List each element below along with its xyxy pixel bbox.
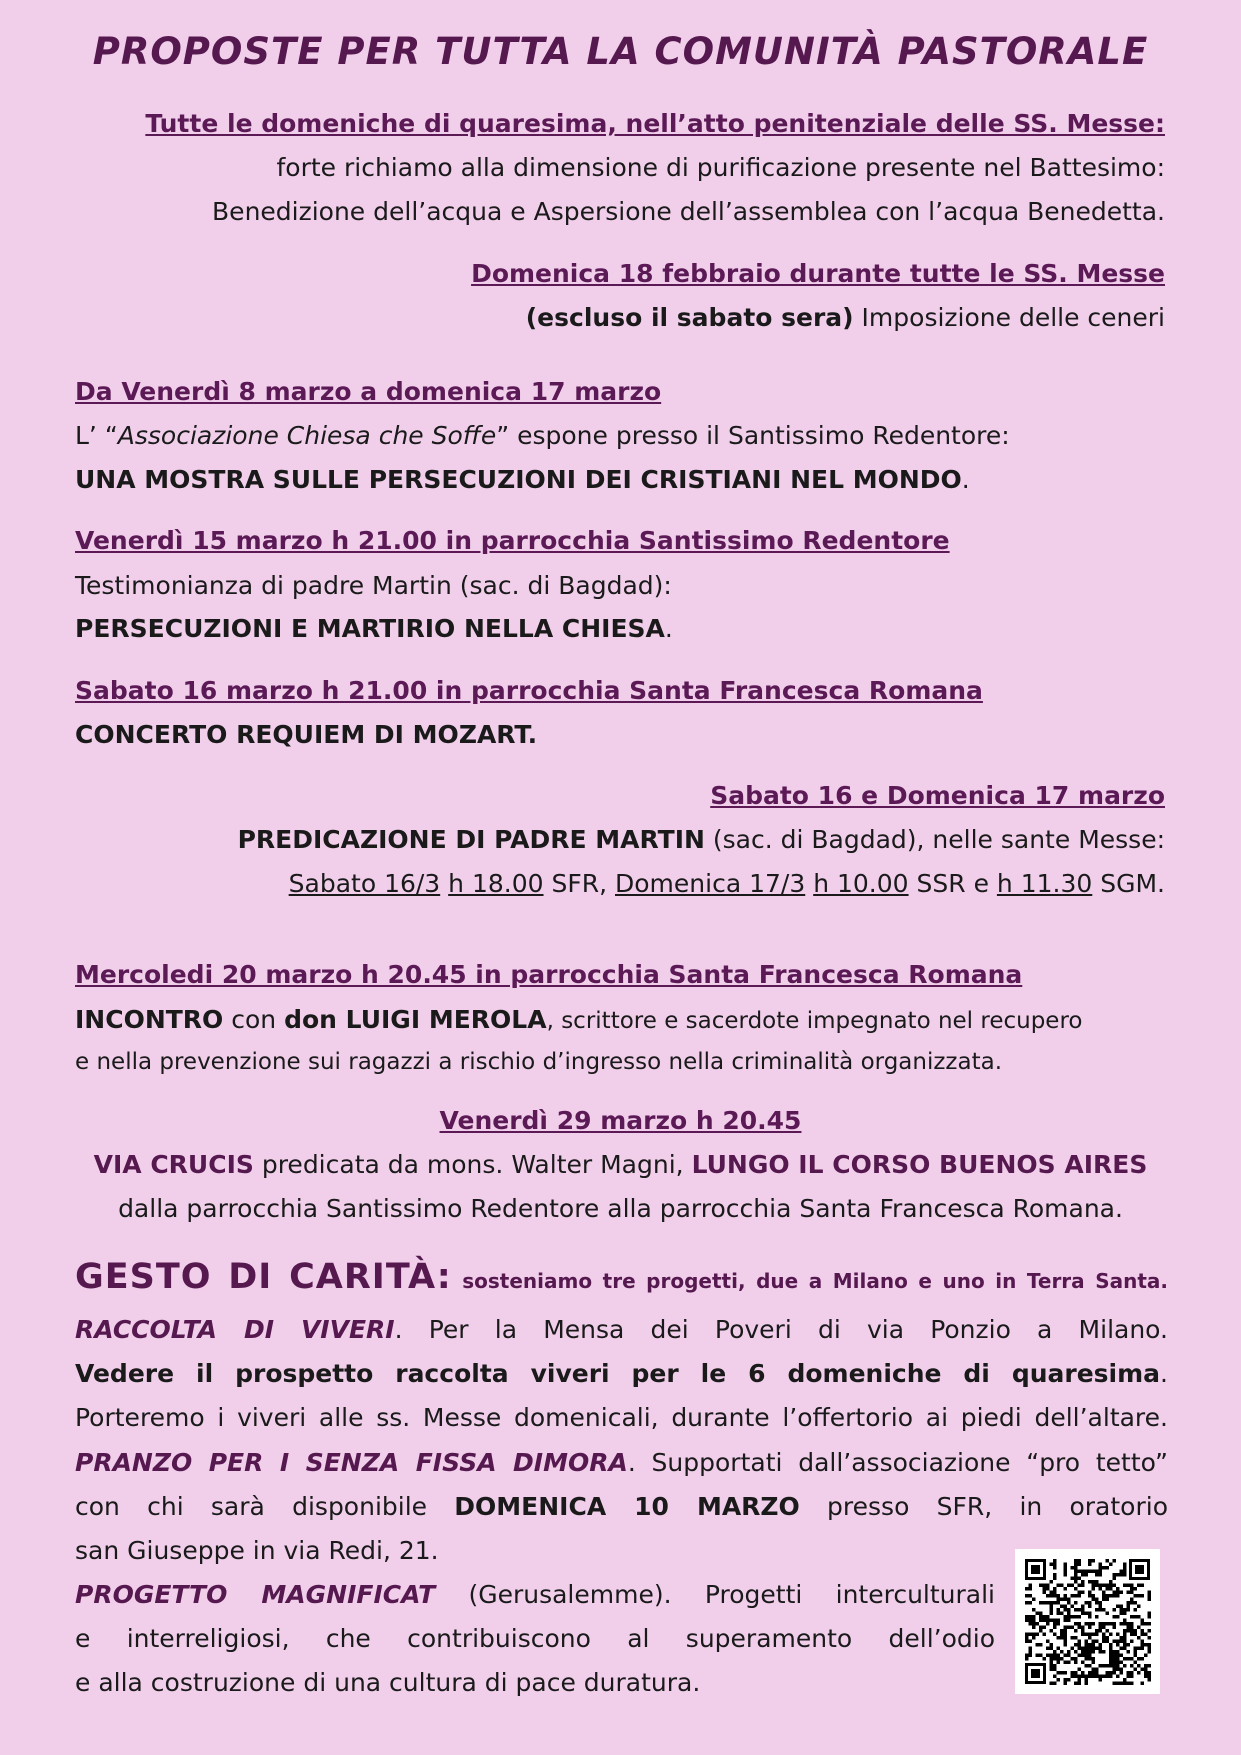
preaching-heading: Sabato 16 e Domenica 17 marzo bbox=[710, 781, 1165, 810]
lunch-line-3: san Giuseppe in via Redi, 21. bbox=[75, 1536, 439, 1565]
magnificat-line-3: e alla costruzione di una cultura di pace duratura. bbox=[75, 1668, 701, 1697]
lunch-line-1: PRANZO PER I SENZA FISSA DIMORA. Supportati dall’associazione “pro tetto” bbox=[75, 1448, 1168, 1477]
magnificat-line-1: PROGETTO MAGNIFICAT (Gerusalemme). Progetti interculturali bbox=[75, 1580, 996, 1609]
qr-code bbox=[1015, 1549, 1160, 1694]
food-collection-line-3: Porteremo i viveri alle ss. Messe domenicali, durante l’offertorio ai piedi dell’altare. bbox=[75, 1403, 1168, 1432]
ashes-heading: Domenica 18 febbraio durante tutte le SS. Messe bbox=[471, 259, 1165, 288]
testimony-line-2: PERSECUZIONI E MARTIRIO NELLA CHIESA. bbox=[75, 614, 673, 643]
lent-sundays-heading: Tutte le domeniche di quaresima, nell’atto penitenziale delle SS. Messe: bbox=[145, 109, 1165, 138]
exhibition-line-1: L’ “Associazione Chiesa che Soffe” espone presso il Santissimo Redentore: bbox=[75, 421, 1010, 450]
preaching-line-2: Sabato 16/3 h 18.00 SFR, Domenica 17/3 h 10.00 SSR e h 11.30 SGM. bbox=[288, 869, 1165, 898]
lent-sundays-line-1: forte richiamo alla dimensione di purificazione presente nel Battesimo: bbox=[276, 153, 1165, 182]
qr-code-icon bbox=[1015, 1549, 1160, 1694]
testimony-line-1: Testimonianza di padre Martin (sac. di Bagdad): bbox=[75, 571, 672, 600]
ashes-line: (escluso il sabato sera) Imposizione delle ceneri bbox=[525, 303, 1165, 332]
preaching-line-1: PREDICAZIONE DI PADRE MARTIN (sac. di Bagdad), nelle sante Messe: bbox=[237, 825, 1165, 854]
via-crucis-line-2: dalla parrocchia Santissimo Redentore alla parrocchia Santa Francesca Romana. bbox=[118, 1194, 1123, 1223]
concert-line: CONCERTO REQUIEM DI MOZART. bbox=[75, 720, 538, 749]
meeting-heading: Mercoledi 20 marzo h 20.45 in parrocchia Santa Francesca Romana bbox=[75, 960, 1023, 989]
testimony-heading: Venerdì 15 marzo h 21.00 in parrocchia Santissimo Redentore bbox=[75, 526, 950, 555]
meeting-line-1: INCONTRO con don LUIGI MEROLA, scrittore e sacerdote impegnato nel recupero bbox=[75, 1005, 1083, 1034]
meeting-line-2: e nella prevenzione sui ragazzi a rischio d’ingresso nella criminalità organizzata. bbox=[75, 1049, 1003, 1075]
concert-heading: Sabato 16 marzo h 21.00 in parrocchia Santa Francesca Romana bbox=[75, 676, 983, 705]
exhibition-heading: Da Venerdì 8 marzo a domenica 17 marzo bbox=[75, 377, 662, 406]
food-collection-line-2: Vedere il prospetto raccolta viveri per le 6 domeniche di quaresima. bbox=[75, 1359, 1168, 1388]
via-crucis-line-1: VIA CRUCIS predicata da mons. Walter Magni, LUNGO IL CORSO BUENOS AIRES bbox=[93, 1150, 1148, 1179]
lent-sundays-line-2: Benedizione dell’acqua e Aspersione dell’assemblea con l’acqua Benedetta. bbox=[212, 197, 1165, 226]
charity-heading: GESTO DI CARITÀ: sosteniamo tre progetti, due a Milano e uno in Terra Santa. bbox=[75, 1257, 1168, 1297]
via-crucis-heading: Venerdì 29 marzo h 20.45 bbox=[439, 1106, 802, 1135]
magnificat-line-2: e interreligiosi, che contribuiscono al superamento dell’odio bbox=[75, 1624, 995, 1653]
food-collection-line-1: RACCOLTA DI VIVERI. Per la Mensa dei Poveri di via Ponzio a Milano. bbox=[75, 1315, 1168, 1344]
lunch-line-2: con chi sarà disponibile DOMENICA 10 MARZO presso SFR, in oratorio bbox=[75, 1492, 1168, 1521]
exhibition-line-2: UNA MOSTRA SULLE PERSECUZIONI DEI CRISTIANI NEL MONDO. bbox=[75, 465, 970, 494]
page-title: PROPOSTE PER TUTTA LA COMUNITÀ PASTORALE bbox=[92, 30, 1149, 73]
